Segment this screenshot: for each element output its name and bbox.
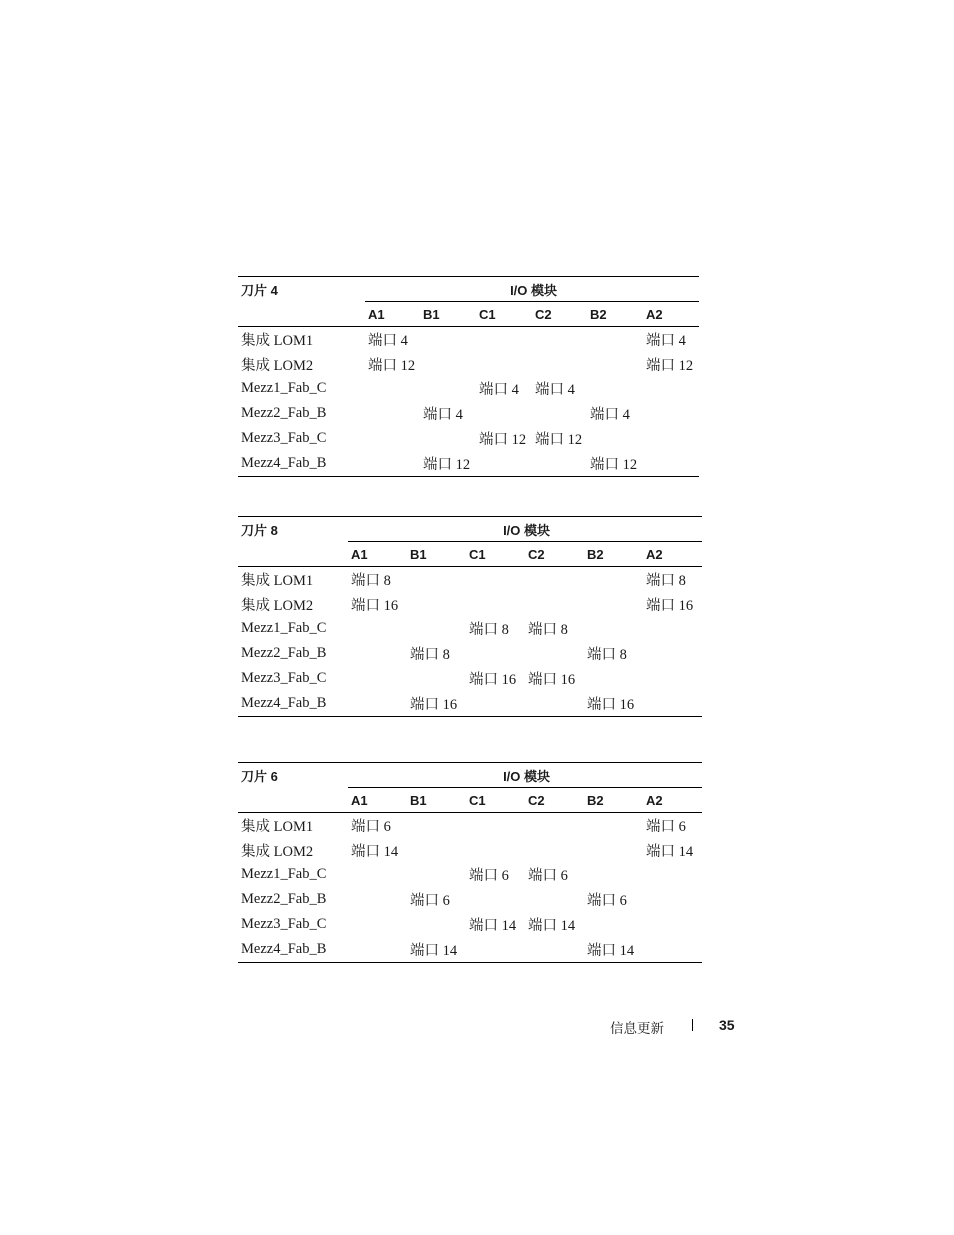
column-header: A2 [643, 542, 702, 567]
port-cell [420, 377, 476, 402]
port-cell: 端口 16 [469, 672, 517, 689]
column-header: A1 [348, 788, 407, 813]
port-cell [584, 838, 643, 863]
column-header: C2 [532, 302, 587, 327]
column-header: A1 [348, 542, 407, 567]
port-cell [466, 813, 525, 838]
port-cell [584, 863, 643, 888]
port-cell: 端口 14 [469, 918, 517, 935]
port-cell [525, 937, 584, 962]
port-cell [348, 937, 407, 962]
port-cell: 端口 12 [535, 432, 583, 449]
port-cell [643, 426, 699, 451]
row-label: Mezz3_Fab_C [241, 430, 327, 447]
blade-6-port-mapping-table [238, 762, 702, 963]
row-label: Mezz2_Fab_B [241, 891, 327, 908]
port-cell [407, 863, 466, 888]
column-header: B1 [407, 542, 466, 567]
row-label: Mezz2_Fab_B [241, 645, 327, 662]
table-row [238, 451, 699, 476]
table-row [238, 327, 699, 352]
blade-header: 刀片 4 [238, 277, 365, 302]
footer-separator [692, 1019, 693, 1031]
port-cell: 端口 6 [351, 818, 391, 835]
io-module-header: I/O 模块 [348, 517, 702, 542]
port-cell [407, 567, 466, 592]
table-row [238, 641, 702, 666]
port-cell [643, 451, 699, 476]
row-label: Mezz3_Fab_C [241, 916, 327, 933]
port-cell: 端口 6 [646, 818, 686, 835]
column-header: B1 [420, 302, 476, 327]
header-spacer [238, 788, 348, 813]
port-cell: 端口 14 [646, 843, 694, 860]
port-cell [476, 352, 532, 377]
header-spacer [238, 302, 365, 327]
table-row [238, 377, 699, 402]
port-cell: 端口 6 [410, 893, 450, 910]
port-cell [348, 641, 407, 666]
port-cell: 端口 4 [590, 407, 630, 424]
table-row [238, 912, 702, 937]
port-cell: 端口 14 [528, 918, 576, 935]
table-row [238, 813, 702, 838]
column-header: C1 [466, 542, 525, 567]
port-cell: 端口 4 [535, 382, 575, 399]
port-cell: 端口 12 [587, 451, 643, 476]
header-spacer [238, 542, 348, 567]
port-cell: 端口 4 [646, 332, 686, 349]
port-cell: 端口 8 [646, 572, 686, 589]
port-cell [407, 617, 466, 642]
table-row [238, 691, 702, 716]
table-row [238, 567, 702, 592]
row-label: 集成 LOM1 [241, 572, 314, 589]
footer-section-title: 信息更新 [610, 1021, 664, 1037]
page-number: 35 [719, 1017, 735, 1033]
port-cell [587, 352, 643, 377]
port-cell [643, 666, 702, 691]
blade-4-port-mapping-table [238, 276, 699, 477]
port-cell [643, 912, 702, 937]
port-cell [476, 327, 532, 352]
row-label: Mezz1_Fab_C [241, 866, 327, 883]
port-cell [525, 887, 584, 912]
port-cell: 端口 12 [646, 357, 694, 374]
port-cell [643, 641, 702, 666]
table-row [238, 838, 702, 863]
port-cell [466, 838, 525, 863]
port-cell [525, 813, 584, 838]
column-header: A1 [365, 302, 420, 327]
blade-header: 刀片 8 [238, 517, 348, 542]
row-label: Mezz1_Fab_C [241, 620, 327, 637]
row-label: Mezz4_Fab_B [238, 451, 365, 476]
column-header: A2 [643, 788, 702, 813]
port-cell [476, 451, 532, 476]
table-row [238, 592, 702, 617]
port-cell [525, 838, 584, 863]
port-cell [348, 666, 407, 691]
port-cell [365, 401, 420, 426]
column-header: B2 [584, 542, 643, 567]
port-cell [466, 887, 525, 912]
row-label: Mezz3_Fab_C [241, 670, 327, 687]
port-cell [643, 377, 699, 402]
port-cell: 端口 16 [528, 672, 576, 689]
port-cell [587, 377, 643, 402]
port-cell [532, 327, 587, 352]
port-cell [643, 617, 702, 642]
blade-8-port-mapping-table [238, 516, 702, 717]
column-header: C1 [476, 302, 532, 327]
port-cell: 端口 8 [351, 572, 391, 589]
port-cell: 端口 14 [584, 937, 643, 962]
port-cell: 端口 12 [479, 432, 527, 449]
port-cell: 端口 6 [528, 868, 568, 885]
port-cell: 端口 14 [351, 843, 399, 860]
port-cell [584, 567, 643, 592]
column-header: B2 [584, 788, 643, 813]
port-cell [584, 617, 643, 642]
table-row [238, 617, 702, 642]
port-cell [466, 691, 525, 716]
port-cell: 端口 16 [407, 691, 466, 716]
port-cell [584, 592, 643, 617]
port-cell: 端口 8 [469, 622, 509, 639]
port-cell [466, 592, 525, 617]
port-cell: 端口 16 [646, 597, 694, 614]
row-label: Mezz1_Fab_C [241, 380, 327, 397]
io-module-header: I/O 模块 [365, 277, 699, 302]
port-cell: 端口 8 [410, 647, 450, 664]
port-cell [532, 401, 587, 426]
row-label: Mezz4_Fab_B [238, 937, 348, 962]
port-cell [643, 691, 702, 716]
port-cell [643, 863, 702, 888]
port-cell [525, 592, 584, 617]
port-cell [365, 451, 420, 476]
column-header: C2 [525, 542, 584, 567]
row-label: Mezz2_Fab_B [241, 405, 327, 422]
column-header: A2 [643, 302, 699, 327]
port-cell [532, 451, 587, 476]
port-cell [587, 426, 643, 451]
column-header: B2 [587, 302, 643, 327]
row-label: 集成 LOM2 [241, 597, 314, 614]
port-cell [407, 666, 466, 691]
port-cell [532, 352, 587, 377]
port-cell [525, 691, 584, 716]
port-cell [584, 813, 643, 838]
port-cell [407, 592, 466, 617]
port-cell: 端口 12 [420, 451, 476, 476]
port-cell: 端口 6 [469, 868, 509, 885]
port-cell [420, 426, 476, 451]
row-label: 集成 LOM1 [241, 818, 314, 835]
row-label: 集成 LOM2 [241, 357, 314, 374]
port-cell [525, 567, 584, 592]
port-cell: 端口 4 [368, 332, 408, 349]
table-row [238, 352, 699, 377]
column-header: C1 [466, 788, 525, 813]
port-cell [584, 912, 643, 937]
port-cell: 端口 4 [479, 382, 519, 399]
port-cell [407, 912, 466, 937]
table-row [238, 937, 702, 962]
port-cell [525, 641, 584, 666]
table-row [238, 426, 699, 451]
port-cell: 端口 8 [528, 622, 568, 639]
port-cell: 端口 4 [423, 407, 463, 424]
table-row [238, 863, 702, 888]
blade-header: 刀片 6 [238, 763, 348, 788]
port-cell [348, 912, 407, 937]
row-label: Mezz4_Fab_B [238, 691, 348, 716]
port-cell [365, 426, 420, 451]
port-cell: 端口 14 [407, 937, 466, 962]
port-cell [348, 887, 407, 912]
port-cell [587, 327, 643, 352]
port-cell [420, 327, 476, 352]
port-cell [643, 937, 702, 962]
port-cell [348, 617, 407, 642]
port-cell: 端口 16 [584, 691, 643, 716]
port-cell [407, 813, 466, 838]
port-cell [643, 401, 699, 426]
port-cell [348, 691, 407, 716]
port-cell [466, 641, 525, 666]
port-cell [365, 377, 420, 402]
port-cell [466, 567, 525, 592]
io-module-header: I/O 模块 [348, 763, 702, 788]
port-cell [466, 937, 525, 962]
row-label: 集成 LOM2 [241, 843, 314, 860]
table-row [238, 401, 699, 426]
port-cell [643, 887, 702, 912]
table-row [238, 887, 702, 912]
column-header: B1 [407, 788, 466, 813]
port-cell [476, 401, 532, 426]
row-label: 集成 LOM1 [241, 332, 314, 349]
port-cell: 端口 8 [587, 647, 627, 664]
table-row [238, 666, 702, 691]
column-header: C2 [525, 788, 584, 813]
port-cell: 端口 16 [351, 597, 399, 614]
port-cell [348, 863, 407, 888]
port-cell: 端口 12 [368, 357, 416, 374]
port-cell [420, 352, 476, 377]
port-cell [407, 838, 466, 863]
port-cell [584, 666, 643, 691]
port-cell: 端口 6 [587, 893, 627, 910]
